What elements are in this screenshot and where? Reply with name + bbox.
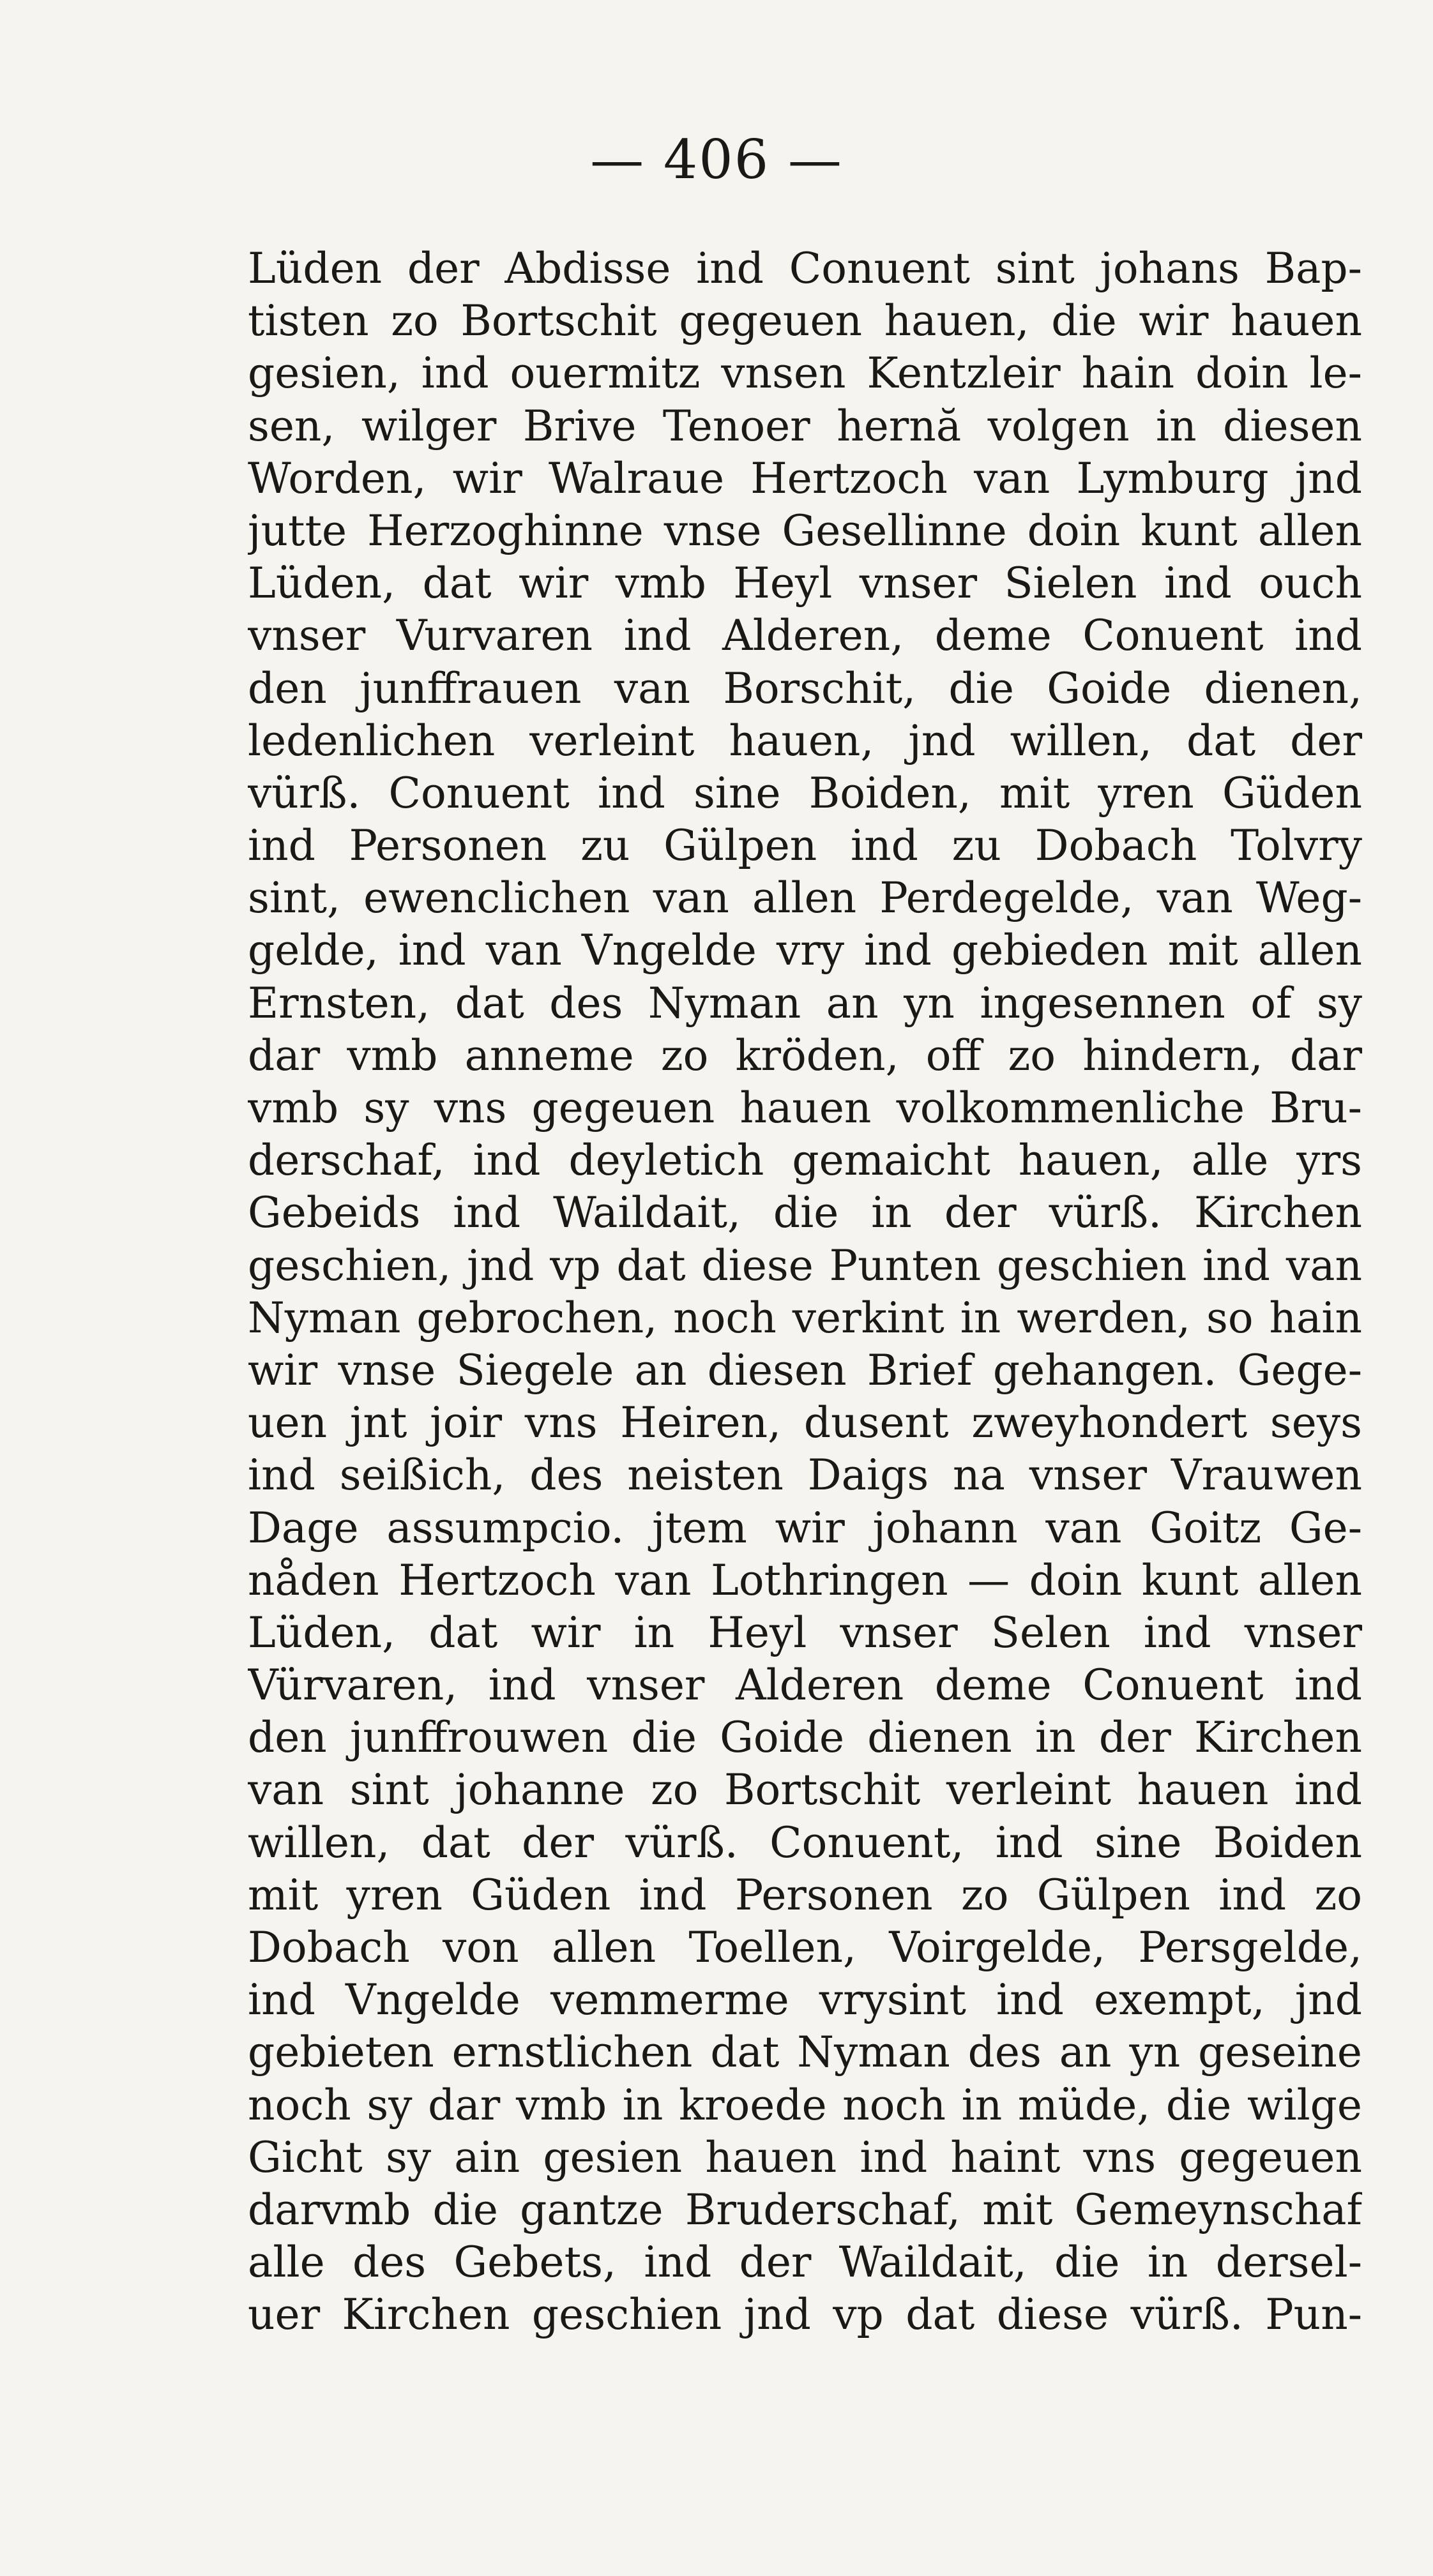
text-line-13: sint, ewenclichen van allen Perdegelde, van Weg-: [248, 873, 1362, 923]
text-line-32: mit yren Güden ind Personen zo Gülpen ind zo: [248, 1870, 1362, 1920]
text-line-38: darvmb die gantze Bruderschaf, mit Gemeynschaf: [248, 2185, 1362, 2234]
text-line-19: Gebeids ind Waildait, die in der vürß. Kirchen: [248, 1188, 1362, 1238]
text-line-39: alle des Gebets, ind der Waildait, die in dersel-: [248, 2238, 1362, 2287]
text-line-8: vnser Vurvaren ind Alderen, deme Conuent ind: [248, 611, 1362, 661]
text-line-36: noch sy dar vmb in kroede noch in müde, die wilge: [248, 2080, 1362, 2130]
text-line-37: Gicht sy ain gesien hauen ind haint vns gegeuen: [248, 2132, 1362, 2182]
text-line-2: tisten zo Bortschit gegeuen hauen, die wir hauen: [248, 296, 1362, 346]
text-line-10: ledenlichen verleint hauen, jnd willen, dat der: [248, 716, 1362, 765]
text-line-40: uer Kirchen geschien jnd vp dat diese vürß. Pun-: [248, 2290, 1362, 2340]
text-line-26: nåden Hertzoch van Lothringen — doin kunt allen: [248, 1555, 1362, 1605]
text-line-25: Dage assumpcio. jtem wir johann van Goitz Ge-: [248, 1503, 1362, 1553]
text-line-21: Nyman gebrochen, noch verkint in werden, so hain: [248, 1293, 1362, 1343]
text-line-35: gebieten ernstlichen dat Nyman des an yn geseine: [248, 2028, 1362, 2077]
text-line-5: Worden, wir Walraue Hertzoch van Lymburg jnd: [248, 453, 1362, 503]
text-line-6: jutte Herzoghinne vnse Gesellinne doin kunt allen: [248, 506, 1362, 555]
text-line-16: dar vmb anneme zo kröden, off zo hindern, dar: [248, 1030, 1362, 1080]
text-line-9: den junffrauen van Borschit, die Goide dienen,: [248, 663, 1362, 713]
text-line-12: ind Personen zu Gülpen ind zu Dobach Tolvry: [248, 821, 1362, 871]
text-line-3: gesien, ind ouermitz vnsen Kentzleir hain doin le-: [248, 349, 1362, 398]
text-line-15: Ernsten, dat des Nyman an yn ingesennen of sy: [248, 978, 1362, 1028]
text-line-28: Vürvaren, ind vnser Alderen deme Conuent ind: [248, 1661, 1362, 1710]
text-line-4: sen, wilger Brive Tenoer hernă volgen in diesen: [248, 401, 1362, 451]
text-line-29: den junffrouwen die Goide dienen in der Kirchen: [248, 1713, 1362, 1763]
text-line-1: Lüden der Abdisse ind Conuent sint johans Bap-: [248, 244, 1362, 293]
text-line-31: willen, dat der vürß. Conuent, ind sine Boiden: [248, 1818, 1362, 1867]
text-line-17: vmb sy vns gegeuen hauen volkommenliche Bru-: [248, 1083, 1362, 1133]
text-line-34: ind Vngelde vemmerme vrysint ind exempt, jnd: [248, 1975, 1362, 2025]
text-line-18: derschaf, ind deyletich gemaicht hauen, alle yrs: [248, 1136, 1362, 1186]
text-line-20: geschien, jnd vp dat diese Punten geschien ind van: [248, 1240, 1362, 1290]
text-line-11: vürß. Conuent ind sine Boiden, mit yren Güden: [248, 768, 1362, 818]
body-text: [248, 243, 1362, 2342]
text-line-23: uen jnt joir vns Heiren, dusent zweyhondert seys: [248, 1398, 1362, 1448]
text-line-22: wir vnse Siegele an diesen Brief gehangen. Gege-: [248, 1345, 1362, 1395]
page-number: — 406 —: [590, 128, 843, 191]
text-line-33: Dobach von allen Toellen, Voirgelde, Persgelde,: [248, 1923, 1362, 1972]
text-line-27: Lüden, dat wir in Heyl vnser Selen ind vnser: [248, 1608, 1362, 1657]
text-line-30: van sint johanne zo Bortschit verleint hauen ind: [248, 1765, 1362, 1815]
text-line-7: Lüden, dat wir vmb Heyl vnser Sielen ind ouch: [248, 559, 1362, 608]
text-line-14: gelde, ind van Vngelde vry ind gebieden mit allen: [248, 926, 1362, 975]
text-line-24: ind seißich, des neisten Daigs na vnser Vrauwen: [248, 1450, 1362, 1500]
